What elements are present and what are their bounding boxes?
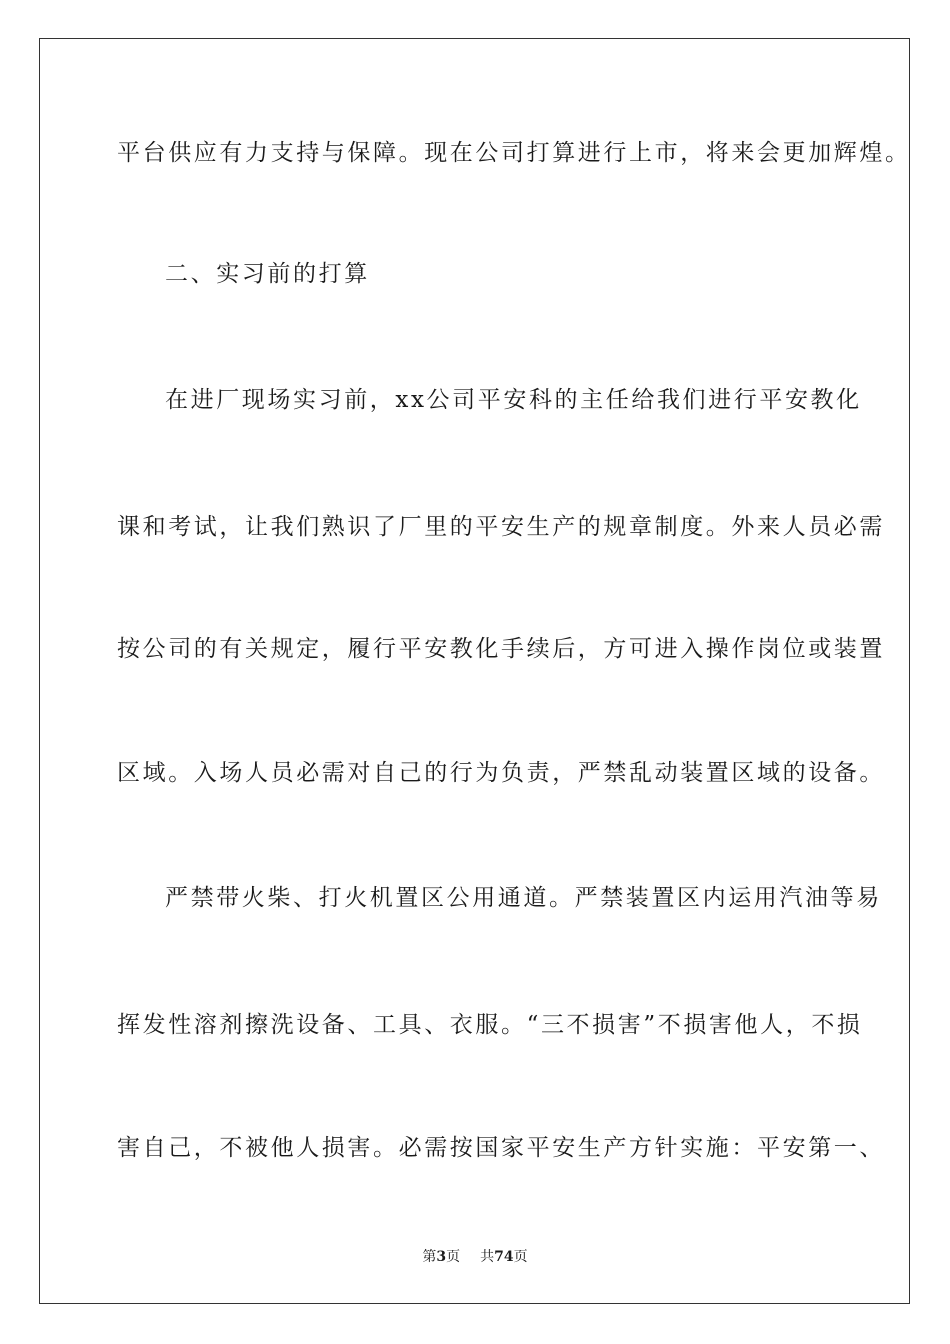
paragraph-line: 挥发性溶剂擦洗设备、工具、衣服。“三不损害”不损害他人，不损: [117, 1012, 863, 1038]
paragraph-line: 区域。入场人员必需对自己的行为负责，严禁乱动装置区域的设备。: [117, 760, 885, 786]
total-prefix: 共: [480, 1249, 495, 1265]
page-suffix: 页: [446, 1249, 461, 1265]
paragraph-line: 平台供应有力支持与保障。现在公司打算进行上市，将来会更加辉煌。: [117, 140, 911, 166]
current-page-number: 3: [436, 1249, 447, 1265]
paragraph-line: 害自己，不被他人损害。必需按国家平安生产方针实施：平安第一、: [117, 1135, 885, 1161]
page-prefix: 第: [422, 1249, 437, 1265]
page-footer: [0, 1247, 950, 1267]
page-border: [39, 38, 910, 1304]
paragraph-line: 在进厂现场实习前，xx公司平安科的主任给我们进行平安教化: [165, 387, 862, 413]
paragraph-line: 严禁带火柴、打火机置区公用通道。严禁装置区内运用汽油等易: [165, 885, 882, 911]
paragraph-line: 课和考试，让我们熟识了厂里的平安生产的规章制度。外来人员必需: [117, 514, 885, 540]
section-heading: 二、实习前的打算: [165, 261, 370, 287]
total-suffix: 页: [513, 1249, 528, 1265]
paragraph-line: 按公司的有关规定，履行平安教化手续后，方可进入操作岗位或装置: [117, 636, 885, 662]
total-pages-number: 74: [494, 1249, 514, 1265]
